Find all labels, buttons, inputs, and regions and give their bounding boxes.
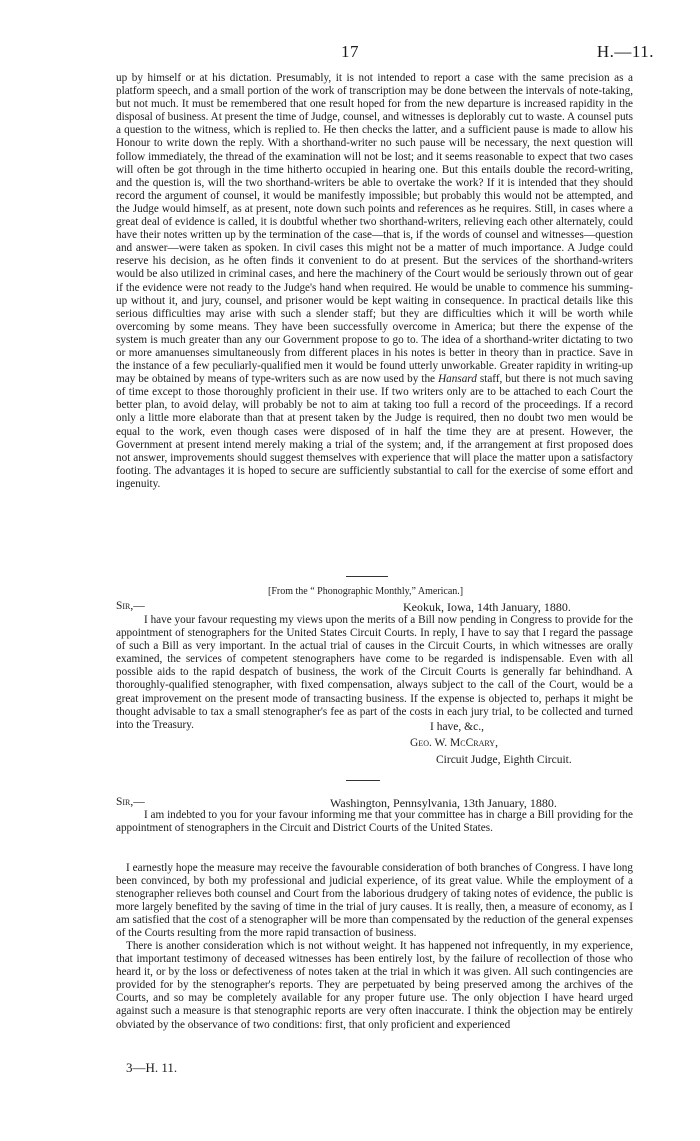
section-divider (346, 780, 380, 781)
letter-2-paragraph-2: I earnestly hope the measure may receive the favourable consideration of both branches of Congress. I have long been convinced, by both my professional and judicial experience, of its great value. While the employment of a stenographer relieves both counsel and Court from the laborious drudgery of taking notes of evidence, the public is more largely benefited by the saving of time in the trial of jury causes. It is really, then, a measure of economy, as I am satisfied that the cost of a stenographer will be more than compensated by the reduction of the general expenses of the Courts resulting from the more rapid transaction of business. (116, 862, 633, 940)
letter-2-salutation: Sir,— (116, 796, 145, 808)
letter-2-paragraph-3: There is another consideration which is not without weight. It has happened not infrequently, in my experience, that important testimony of deceased witnesses has been entirely lost, by the failure of recollection of those who heard it, or by the loss or defectiveness of notes taken at the trial in which it was given. All such contingencies are provided for by the stenographer's reports. They are perpetuated by being preserved among the archives of the Courts, and so may be completely available for any proper future use. The only objection I have heard urged against such a measure is that stenographic reports are very often inaccurate. I think the objection may be entirely obviated by the observance of two conditions: first, that only proficient and experienced (116, 940, 633, 1031)
letter-1-signer-title: Circuit Judge, Eighth Circuit. (436, 754, 572, 766)
letter-1-body: I have your favour requesting my views upon the merits of a Bill now pending in Congress to provide for the appointment of stenographers for the United States Circuit Courts. In reply, I have to say that I regard the passage of such a Bill as very important. In the actual trial of causes in the Circuit Courts, in which witnesses are orally examined, the services of competent stenographers have come to be regarded is indispensable. Even with all possible aids to the rapid despatch of business, the work of the Circuit Courts is generally far behindhand. A thoroughly-qualified stenographer, with fixed compensation, always subject to the call of the Court, would be a great improvement on the present mode of transacting business. If the expense is objected to, perhaps it might be thought advisable to tax a small stenographer's fee as part of the costs in each jury trial, to be collected and turned into the Treasury. (116, 614, 633, 731)
letter-1-salutation: Sir,— (116, 600, 145, 612)
letter-1-closing: I have, &c., (430, 721, 484, 733)
paragraph-text-end: staff, but there is not much saving of time except to those thoroughly proficient in their use. If two writers only are to be attached to each Court the better plan, to avoid delay, will probably be not to aim at taking too full a record of the proceedings. If a record only a little more elaborate than that at present taken by the Judge is required, then no doubt two men would be equal to the work, even though cases were disposed of in half the time they are at present. However, the Government at present intend merely making a trial of the system; and, if the arrangement at first proposed does not answer, improvements should suggest themselves with experience that will place the matter upon a satisfactory footing. The advantages it is hoped to secure are sufficiently substantial to call for the exercise of some effort and ingenuity. (116, 373, 634, 490)
letter-2-paragraph-1: I am indebted to you for your favour informing me that your committee has in charge a Bill providing for the appointment of stenographers in the Circuit and District Courts of the United States. (116, 809, 633, 835)
hansard-italic: Hansard (438, 373, 477, 386)
letter-1-place-date: Keokuk, Iowa, 14th January, 1880. (403, 600, 571, 614)
letter-1-signature: Geo. W. McCrary, (410, 737, 498, 749)
signature-reference: 3—H. 11. (126, 1060, 178, 1075)
source-attribution: [From the “ Phonographic Monthly,” American.] (268, 586, 464, 597)
page-number: 17 (341, 42, 359, 61)
document-reference: H.—11. (596, 42, 654, 61)
letter-2-place-date: Washington, Pennsylvania, 13th January, 1880. (330, 796, 557, 810)
section-divider (346, 576, 388, 577)
main-paragraph (116, 72, 633, 491)
paragraph-text: up by himself or at his dictation. Presumably, it is not intended to report a case with the same precision as a platform speech, and a small portion of the work of transcription may be done between the intervals of note-taking, but not much. It must be remembered that one result hoped for from the new departure is increased rapidity in the disposal of business. At present the time of Judge, counsel, and witnesses is deplorably cut to waste. A counsel puts a question to the witness, which is replied to. He then checks the latter, and a sufficient pause is made to allow his Honour to write down the reply. With a shorthand-writer no such pause will be necessary, the next question will follow immediately, the thread of the examination will not be lost; and it seems reasonable to expect that two cases will often be got through in the time hitherto occupied in hearing one. But this entails double the record-writing, and the question is, will the two shorthand-writers be able to overtake the work? If it is intended that they should record the argument of counsel, it would be manifestly impossible; but probably this would not be attempted, and the Judge would himself, as at present, note down such points and references as he requires. Still, in cases where a great deal of evidence is called, it is doubtful whether two shorthand-writers, relieving each other alternately, could have their notes written up by the termination of the case—that is, if the words of counsel and witnesses—question and answer—were taken as spoken. In civil cases this might not be a matter of much importance. A Judge could reserve his decision, as he often finds it convenient to do at present. But the services of the shorthand-writers would be also utilized in criminal cases, and here the machinery of the Court would be seriously thrown out of gear if the evidence were not ready to the Judge's hand when required. He would be unable to commence his summing-up without it, and jury, counsel, and prisoner would be kept waiting in consequence. In practical details like this serious difficulties may arise with such a slender staff; but they are difficulties which it will be worth while overcoming by some means. They have been successfully overcome in America; but there the expense of the system is much greater than any our Government propose to go to. The idea of a shorthand-writer dictating to two or more amanuenses simultaneously from different places in his notes is better in theory than in practice. Save in the instance of a few peculiarly-qualified men it would be found utterly unworkable. Greater rapidity in writing-up may be obtained by means of type-writers such as are now used by the (116, 72, 633, 386)
